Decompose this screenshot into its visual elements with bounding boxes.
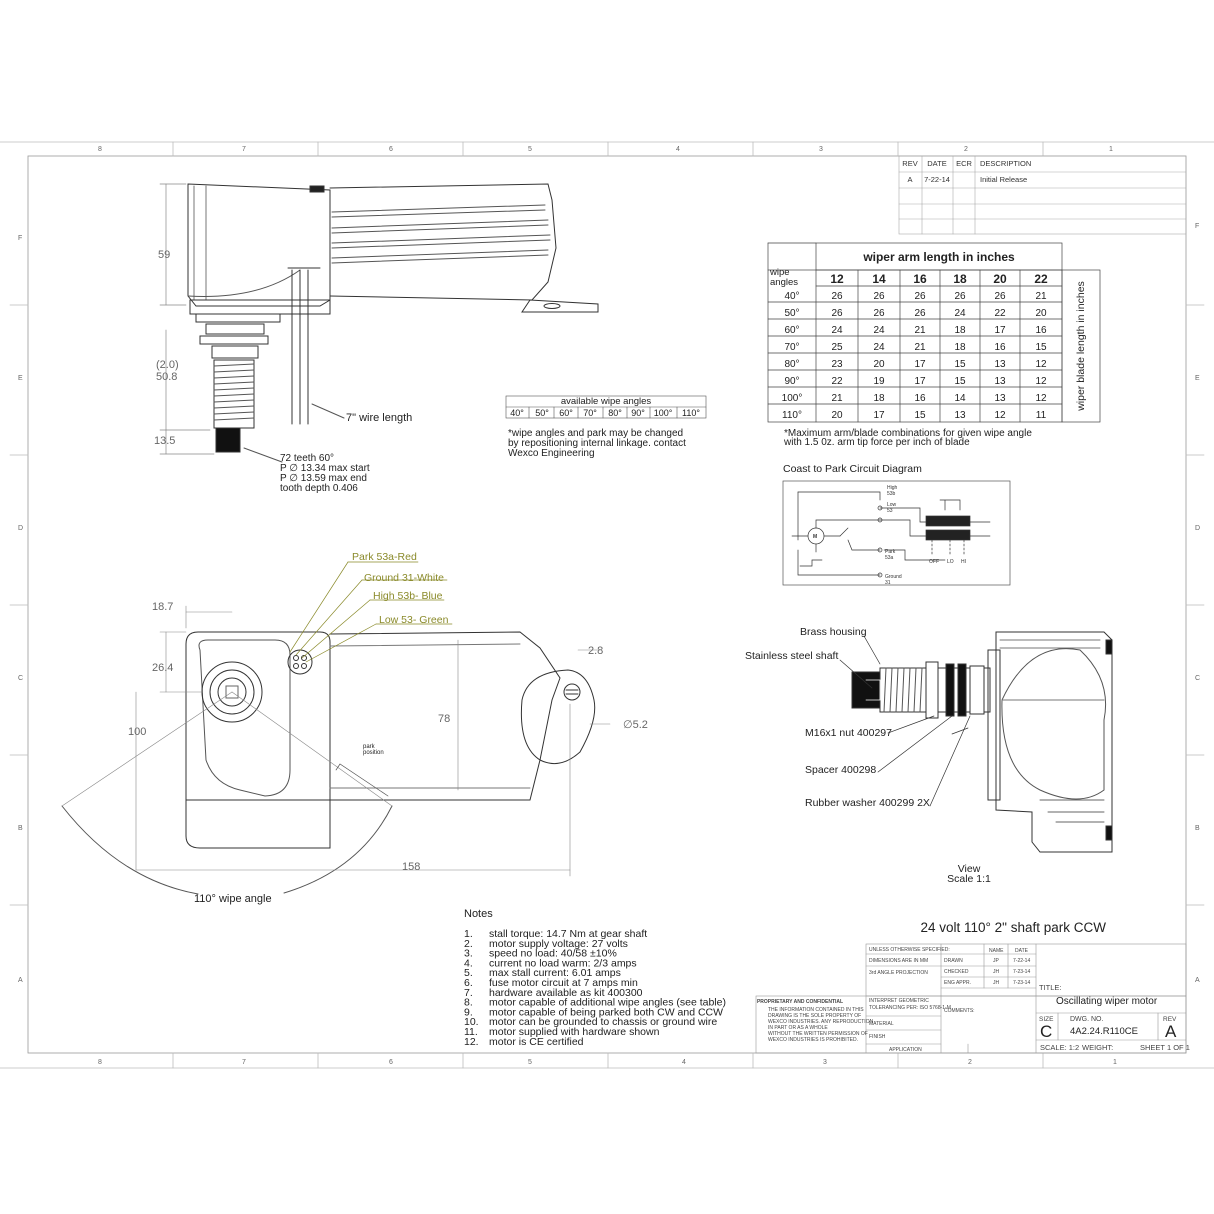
zone-bottom: 6: [389, 1059, 393, 1066]
arm-table-angle: 90°: [784, 376, 800, 387]
rev-value: A: [1165, 1022, 1177, 1041]
arm-table-angle: 70°: [784, 342, 800, 353]
arm-table-cell: 26: [994, 291, 1006, 302]
arm-table-cell: 17: [994, 325, 1006, 336]
size-value: C: [1040, 1022, 1053, 1041]
note-number: 10.: [464, 1016, 479, 1029]
arm-length-column: 22: [1034, 272, 1048, 286]
circuit-label: 53: [887, 508, 893, 514]
arm-table-cell: 19: [873, 376, 885, 387]
note-number: 3.: [464, 947, 473, 960]
size-label: SIZE: [1039, 1016, 1054, 1023]
arm-table-rows: [782, 291, 1047, 421]
zone-left: F: [18, 235, 23, 242]
arm-table-cell: 26: [831, 308, 843, 319]
arm-table-angle: 100°: [781, 393, 803, 404]
arm-table-note-line: with 1.5 0z. arm tip force per inch of blade: [784, 437, 970, 448]
arm-table-cell: 17: [873, 410, 885, 421]
note-text: motor supplied with hardware shown: [489, 1026, 660, 1038]
wipe-angles-note-line: by repositioning internal linkage. contact: [508, 438, 686, 449]
arm-table-cell: 13: [994, 359, 1006, 370]
note-number: 11.: [464, 1026, 478, 1038]
arm-length-column: 18: [953, 272, 967, 286]
note-text: motor is CE certified: [489, 1035, 584, 1048]
arm-table-cell: 13: [994, 376, 1006, 387]
note-text: hardware available as kit 400300: [489, 986, 643, 999]
zone-top: 2: [964, 146, 968, 153]
checked-label: CHECKED: [944, 969, 969, 975]
wipe-angle-label: 110° wipe angle: [194, 893, 272, 905]
dim-diameter-5-2: ∅5.2: [623, 719, 648, 731]
wire-length-label: 7" wire length: [346, 412, 413, 424]
scale-caption: Scale 1:1: [947, 873, 991, 885]
dim-50-8: 50.8: [156, 371, 178, 383]
arm-table-cell: 18: [954, 325, 966, 336]
arm-table-cell: 17: [914, 359, 926, 370]
proprietary-line: WITHOUT THE WRITTEN PERMISSION OF: [768, 1031, 868, 1037]
arm-length-table: [768, 243, 1100, 448]
rev-label: REV: [1163, 1016, 1177, 1023]
drawing-title: Oscillating wiper motor: [1056, 996, 1158, 1007]
note-number: 2.: [464, 937, 473, 950]
brass-housing-label: Brass housing: [800, 626, 867, 638]
zone-left: D: [18, 525, 24, 532]
wire-label-high: High 53b- Blue: [373, 590, 443, 602]
dimensions-note: DIMENSIONS ARE IN MM: [869, 958, 929, 964]
zone-left: B: [18, 825, 23, 832]
drawn-label: DRAWN: [944, 958, 963, 964]
zone-bottom: 4: [682, 1059, 686, 1066]
section-view-drawing: [840, 632, 1112, 852]
arm-table-cell: 26: [954, 291, 966, 302]
arm-table-cell: 20: [1035, 308, 1047, 319]
zone-left: A: [18, 977, 23, 984]
revision-table: [899, 156, 1186, 234]
proprietary-line: DRAWING IS THE SOLE PROPERTY OF: [768, 1013, 862, 1019]
arm-table-cell: 15: [954, 376, 966, 387]
park-position-label: park: [363, 744, 375, 750]
date-header: DATE: [1015, 948, 1028, 954]
circuit-label: 31: [885, 580, 891, 586]
interpret-line: INTERPRET GEOMETRIC: [869, 998, 929, 1004]
zone-top: 3: [819, 146, 823, 153]
note-text: motor supply voltage: 27 volts: [489, 937, 628, 950]
arm-table-cell: 20: [831, 410, 843, 421]
wipe-angle-cell: 80°: [608, 408, 622, 418]
arm-table-cell: 15: [914, 410, 926, 421]
arm-table-cell: 26: [914, 308, 926, 319]
arm-table-cell: 21: [1035, 291, 1047, 302]
wipe-angles-note-line: Wexco Engineering: [508, 448, 595, 459]
arm-table-cell: 13: [954, 410, 966, 421]
wipe-angle-cell: 100°: [653, 408, 673, 418]
circuit-label: OFF: [929, 559, 939, 565]
note-number: 6.: [464, 977, 473, 989]
circuit-label: Ground: [885, 574, 902, 580]
title-label: TITLE:: [1039, 983, 1062, 992]
arm-table-row-header: wipe: [770, 267, 790, 278]
nut-label: M16x1 nut 400297: [805, 727, 892, 739]
circuit-label: 53b: [887, 491, 896, 497]
circuit-diagram: [783, 481, 1010, 585]
finish-label: FINISH: [869, 1034, 886, 1040]
arm-table-angle: 80°: [784, 359, 800, 370]
arm-table-cell: 20: [873, 359, 885, 370]
drawn-date: 7-22-14: [1013, 958, 1031, 964]
motor-label: M: [813, 534, 818, 540]
wipe-angles-table: [506, 396, 706, 459]
arm-table-cell: 15: [954, 359, 966, 370]
zone-bottom: 2: [968, 1059, 972, 1066]
weight-label: WEIGHT:: [1082, 1043, 1114, 1052]
unless-specified: UNLESS OTHERWISE SPECIFIED:: [869, 947, 950, 953]
zone-bottom: 1: [1113, 1059, 1117, 1066]
eng-label: ENG APPR.: [944, 980, 971, 986]
zone-left: C: [18, 675, 24, 682]
arm-table-cell: 12: [1035, 359, 1047, 370]
eng-date: 7-23-14: [1013, 980, 1031, 986]
description-value: Initial Release: [980, 175, 1028, 184]
arm-table-cell: 26: [831, 291, 843, 302]
zone-bottom: 7: [242, 1059, 246, 1066]
note-number: 7.: [464, 986, 473, 999]
arm-table-cell: 23: [831, 359, 843, 370]
dim-26-4: 26.4: [152, 662, 174, 674]
arm-table-cell: 24: [954, 308, 966, 319]
zone-bottom: 3: [823, 1059, 827, 1066]
interpret-line: TOLERANCING PER: ISO 5768-1-M: [869, 1005, 951, 1011]
arm-table-angle: 40°: [784, 291, 800, 302]
description-header: DESCRIPTION: [980, 159, 1032, 168]
wipe-angle-cell: 70°: [583, 408, 597, 418]
circuit-label: 53a: [885, 555, 894, 561]
date-header: DATE: [927, 159, 947, 168]
note-number: 8.: [464, 996, 473, 1009]
wipe-angles-note-line: *wipe angles and park may be changed: [508, 428, 684, 439]
drawn-name: JP: [993, 958, 999, 964]
arm-length-column: 16: [913, 272, 927, 286]
arm-table-cell: 12: [1035, 376, 1047, 387]
comments-label: COMMENTS:: [944, 1008, 975, 1014]
dwg-label: DWG. NO.: [1070, 1016, 1104, 1023]
note-text: motor can be grounded to chassis or ground wire: [489, 1016, 718, 1029]
projection-note: 3rd ANGLE PROJECTION: [869, 970, 928, 976]
title-block: [756, 944, 1190, 1053]
dim-2-inch: (2.0): [156, 359, 179, 371]
proprietary-line: IN PART OR AS A WHOLE: [768, 1025, 828, 1031]
gear-spec-line: P ∅ 13.34 max start: [280, 463, 370, 474]
zone-top: 7: [242, 146, 246, 153]
arm-table-cell: 21: [914, 325, 926, 336]
wipe-angle-cell: 40°: [510, 408, 524, 418]
dim-158: 158: [402, 861, 421, 873]
material-label: MATERIAL: [869, 1021, 894, 1027]
wipe-angle-cell: 90°: [631, 408, 645, 418]
zone-top: 8: [98, 146, 102, 153]
zone-right: B: [1195, 825, 1200, 832]
zone-right: C: [1195, 675, 1201, 682]
dim-18-7: 18.7: [152, 601, 174, 613]
arm-table-cell: 18: [954, 342, 966, 353]
circuit-label: Low: [887, 502, 897, 508]
arm-table-note-line: *Maximum arm/blade combinations for given wipe angle: [784, 428, 1032, 439]
scale-label: SCALE: 1:2: [1040, 1043, 1080, 1052]
arm-table-cell: 16: [914, 393, 926, 404]
zone-top: 6: [389, 146, 393, 153]
note-number: 1.: [464, 928, 473, 940]
dim-59: 59: [158, 249, 171, 261]
arm-table-cell: 12: [1035, 393, 1047, 404]
note-text: current no load warm: 2/3 amps: [489, 957, 637, 970]
arm-table-cell: 21: [914, 342, 926, 353]
park-position-label: position: [363, 750, 384, 756]
arm-table-cell: 24: [873, 342, 885, 353]
dim-13-5: 13.5: [154, 435, 176, 447]
wire-label-ground: Ground 31-White: [364, 572, 444, 584]
arm-table-cell: 14: [954, 393, 966, 404]
wipe-angle-cell: 110°: [682, 408, 700, 418]
gear-spec-line: tooth depth 0.406: [280, 483, 358, 494]
arm-length-column: 20: [993, 272, 1007, 286]
name-header: NAME: [989, 948, 1004, 954]
zone-bottom: 8: [98, 1059, 102, 1066]
zone-top: 1: [1109, 146, 1113, 153]
arm-table-angle: 60°: [784, 325, 800, 336]
proprietary-title: PROPRIETARY AND CONFIDENTIAL: [756, 999, 844, 1005]
dim-100: 100: [128, 726, 147, 738]
sheet-label: SHEET 1 OF 1: [1140, 1043, 1190, 1052]
note-number: 5.: [464, 967, 473, 980]
arm-table-cell: 24: [873, 325, 885, 336]
arm-table-cell: 12: [994, 410, 1006, 421]
arm-table-row-header: angles: [770, 277, 798, 288]
spacer-label: Spacer 400298: [805, 764, 877, 776]
arm-table-cell: 22: [831, 376, 843, 387]
arm-table-cell: 16: [994, 342, 1006, 353]
zone-right: F: [1195, 223, 1200, 230]
zone-right: E: [1195, 375, 1200, 382]
wire-label-park: Park 53a-Red: [352, 551, 417, 563]
arm-table-cell: 16: [1035, 325, 1047, 336]
wipe-angle-cell: 60°: [559, 408, 573, 418]
zone-left: E: [18, 375, 23, 382]
arm-table-angle: 110°: [782, 410, 802, 421]
note-text: max stall current: 6.01 amps: [489, 967, 621, 980]
dwg-number: 4A2.24.R110CE: [1070, 1026, 1138, 1037]
application-label: APPLICATION: [889, 1047, 922, 1053]
arm-table-cell: 15: [1035, 342, 1047, 353]
zone-right: D: [1195, 525, 1201, 532]
bottom-zone-labels: [98, 1059, 1117, 1066]
ecr-header: ECR: [956, 159, 972, 168]
gear-spec-line: P ∅ 13.59 max end: [280, 473, 367, 484]
arm-table-cell: 13: [994, 393, 1006, 404]
arm-table-cell: 24: [831, 325, 843, 336]
note-number: 4.: [464, 957, 473, 970]
circuit-label: Park: [885, 549, 896, 555]
proprietary-line: THE INFORMATION CONTAINED IN THIS: [768, 1007, 864, 1013]
top-view-wire-labels: [352, 551, 449, 626]
proprietary-line: WEXCO INDUSTRIES IS PROHIBITED.: [768, 1037, 859, 1043]
zone-top: 5: [528, 146, 532, 153]
gear-spec-line: 72 teeth 60°: [280, 453, 335, 464]
note-text: motor capable of additional wipe angles (see table): [489, 996, 726, 1009]
arm-table-angle: 50°: [784, 308, 800, 319]
arm-table-cell: 18: [873, 393, 885, 404]
rubber-washer-label: Rubber washer 400299 2X: [805, 797, 930, 809]
checked-name: JH: [993, 969, 1000, 975]
arm-length-column: 12: [830, 272, 844, 286]
arm-table-cell: 22: [994, 308, 1006, 319]
arm-length-column: 14: [872, 272, 886, 286]
date-value: 7-22-14: [924, 175, 950, 184]
arm-table-cell: 26: [873, 308, 885, 319]
top-zone-labels: [98, 146, 1113, 153]
zone-bottom: 5: [528, 1059, 532, 1066]
drawing-headline: 24 volt 110° 2" shaft park CCW: [920, 920, 1106, 935]
arm-table-cell: 26: [914, 291, 926, 302]
arm-table-title: wiper arm length in inches: [863, 250, 1015, 264]
note-number: 12.: [464, 1035, 479, 1048]
gear-spec: [280, 453, 370, 494]
notes-list: [464, 928, 726, 1048]
checked-date: 7-23-14: [1013, 969, 1031, 975]
dim-78: 78: [438, 713, 451, 725]
zone-top: 4: [676, 146, 680, 153]
circuit-label: LO: [947, 559, 954, 565]
eng-name: JH: [993, 980, 1000, 986]
arm-table-cell: 17: [914, 376, 926, 387]
wipe-angle-cell: 50°: [535, 408, 549, 418]
circuit-title: Coast to Park Circuit Diagram: [783, 463, 922, 475]
zone-right: A: [1195, 977, 1200, 984]
note-text: stall torque: 14.7 Nm at gear shaft: [489, 928, 648, 940]
notes-title: Notes: [464, 908, 493, 920]
view-caption: View: [957, 863, 981, 875]
dim-2-8: 2.8: [588, 645, 604, 657]
circuit-label: High: [887, 485, 898, 491]
proprietary-line: WEXCO INDUSTRIES. ANY REPRODUCTION: [768, 1019, 874, 1025]
rev-header: REV: [902, 159, 918, 168]
wipe-angles-title: available wipe angles: [560, 396, 652, 407]
arm-table-side-label: wiper blade length in inches: [1075, 281, 1087, 411]
rev-value: A: [907, 175, 913, 184]
note-text: fuse motor circuit at 7 amps min: [489, 977, 638, 989]
note-number: 9.: [464, 1006, 473, 1019]
arm-table-cell: 21: [831, 393, 843, 404]
arm-table-cell: 25: [831, 342, 843, 353]
wire-label-low: Low 53- Green: [379, 614, 449, 626]
stainless-shaft-label: Stainless steel shaft: [745, 650, 839, 662]
note-text: motor capable of being parked both CW and CCW: [489, 1006, 724, 1019]
circuit-label: HI: [961, 559, 966, 565]
arm-table-cell: 11: [1035, 410, 1047, 421]
arm-table-cell: 26: [873, 291, 885, 302]
note-text: speed no load: 40/58 ±10%: [489, 947, 617, 960]
